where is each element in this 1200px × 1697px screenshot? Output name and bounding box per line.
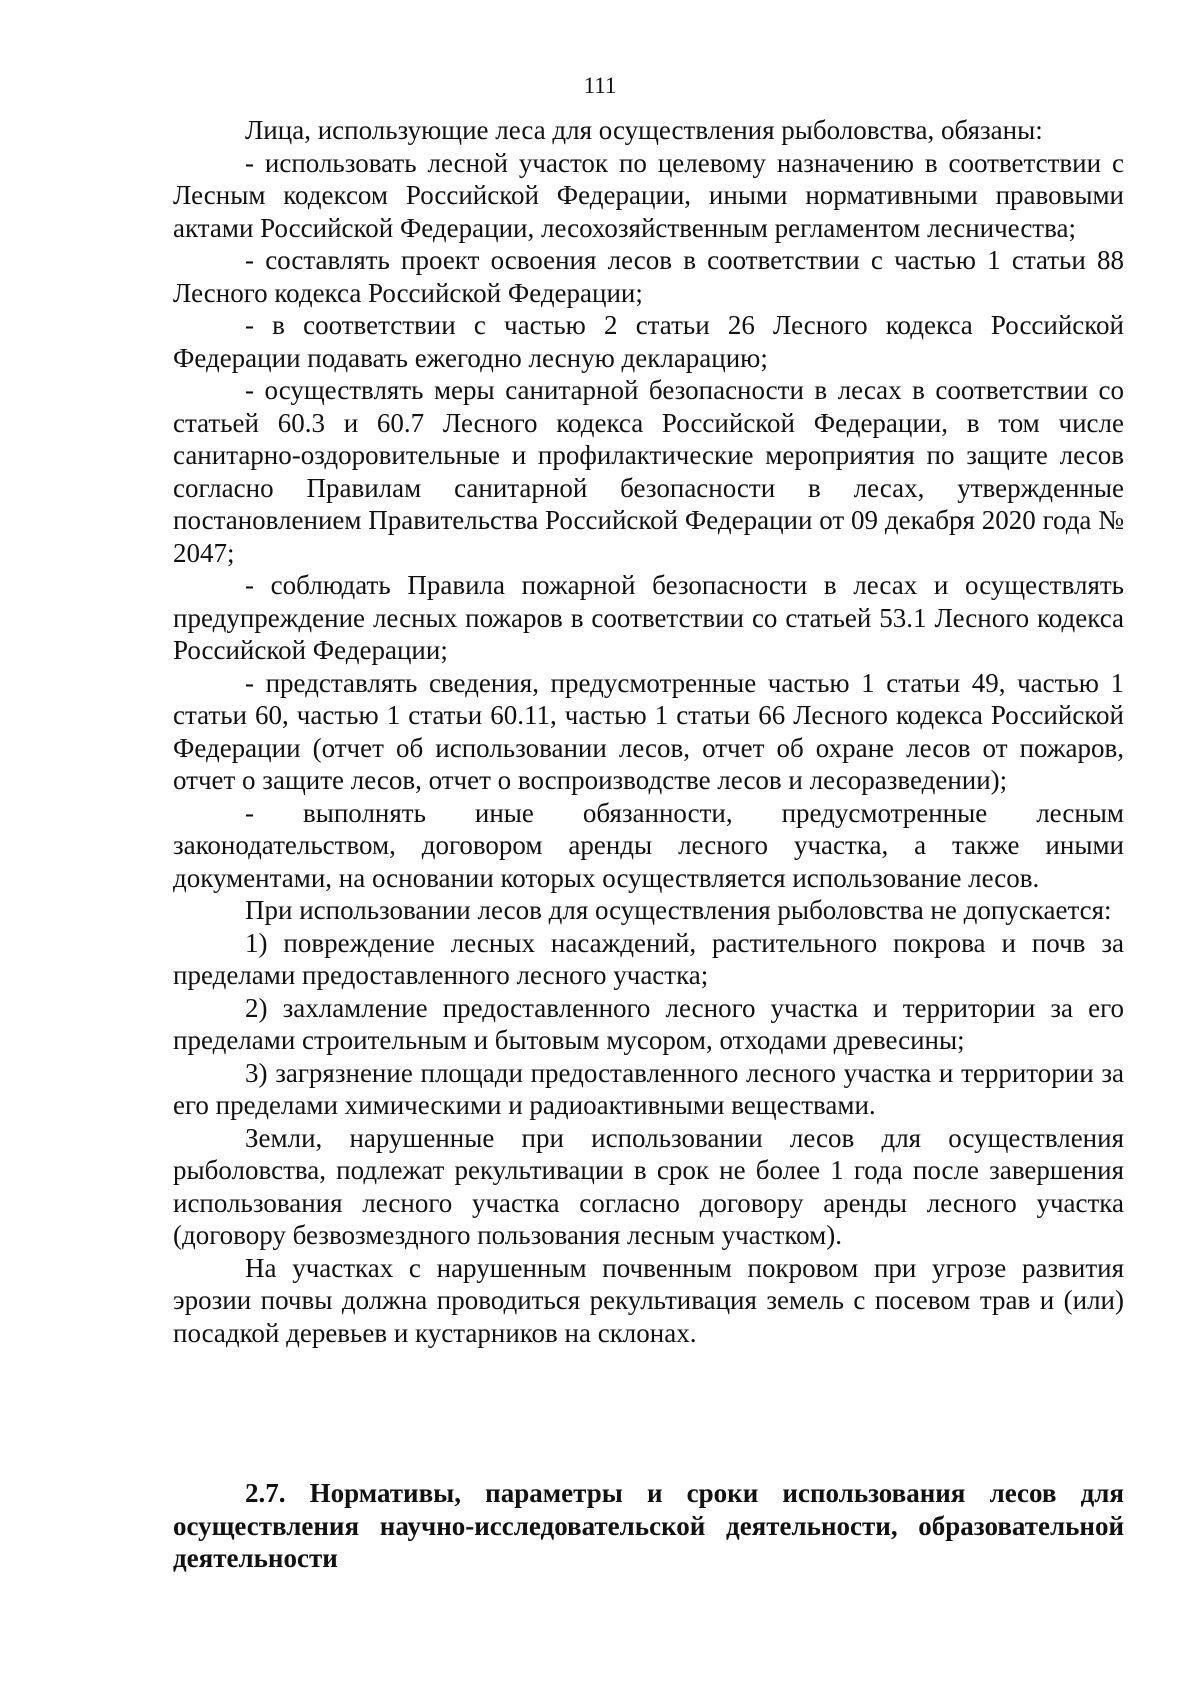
paragraph-intro: Лица, использующие леса для осуществления рыболовства, обязаны:: [245, 115, 1043, 145]
page-number: 111: [583, 73, 617, 98]
list-item-prohibition: 1) повреждение лесных насаждений, растительного покрова и почв за пределами предоставленного лесного участка;: [173, 927, 1124, 990]
paragraph-prohibitions-intro: При использовании лесов для осуществления рыболовства не допускается:: [245, 895, 1112, 925]
list-item-obligation: - составлять проект освоения лесов в соответствии с частью 1 статьи 88 Лесного кодекса Российской Федерации;: [173, 245, 1124, 308]
paragraph-erosion: На участках с нарушенным почвенным покровом при угрозе развития эрозии почвы должна проводиться рекультивация земель с посевом трав и (или) посадкой деревьев и кустарников на склонах.: [173, 1252, 1124, 1348]
list-item-prohibition: 2) захламление предоставленного лесного участка и территории за его пределами строительным и бытовым мусором, отходами древесины;: [173, 992, 1124, 1055]
section-heading: 2.7. Нормативы, параметры и сроки использования лесов для осуществления научно-исследовательской деятельности, образовательной деятельности: [173, 1478, 1124, 1573]
list-item-prohibition: 3) загрязнение площади предоставленного лесного участка и территории за его пределами химическими и радиоактивными веществами.: [173, 1057, 1124, 1120]
list-item-obligation: - осуществлять меры санитарной безопасности в лесах в соответствии со статьей 60.3 и 60.7 Лесного кодекса Российской Федерации, в том числе санитарно-оздоровительные и профилактические мероприятия по защите лесов согласно Правилам санитарной безопасности в лесах, утвержденные постановлением Правительства Российской Федерации от 09 декабря 2020 года № 2047;: [173, 375, 1124, 568]
list-item-obligation: - использовать лесной участок по целевому назначению в соответствии с Лесным кодексом Российской Федерации, иными нормативными правовыми актами Российской Федерации, лесохозяйственным регламентом лесничества;: [173, 147, 1124, 243]
body-text: [173, 114, 1124, 1349]
paragraph-recultivation: Земли, нарушенные при использовании лесов для осуществления рыболовства, подлежат рекультивации в срок не более 1 года после завершения использования лесного участка согласно договору аренды лесного участка (договору безвозмездного пользования лесным участком).: [173, 1122, 1124, 1250]
list-item-obligation: - представлять сведения, предусмотренные частью 1 статьи 49, частью 1 статьи 60, частью 1 статьи 60.11, частью 1 статьи 66 Лесного кодекса Российской Федерации (отчет об использовании лесов, отчет об охране лесов от пожаров, отчет о защите лесов, отчет о воспроизводстве лесов и лесоразведении);: [173, 667, 1124, 795]
list-item-obligation: - соблюдать Правила пожарной безопасности в лесах и осуществлять предупреждение лесных пожаров в соответствии со статьей 53.1 Лесного кодекса Российской Федерации;: [173, 570, 1124, 665]
list-item-obligation: - в соответствии с частью 2 статьи 26 Лесного кодекса Российской Федерации подавать ежегодно лесную декларацию;: [173, 310, 1124, 373]
list-item-obligation: - выполнять иные обязанности, предусмотренные лесным законодательством, договором аренды лесного участка, а также иными документами, на основании которых осуществляется использование лесов.: [173, 797, 1124, 893]
